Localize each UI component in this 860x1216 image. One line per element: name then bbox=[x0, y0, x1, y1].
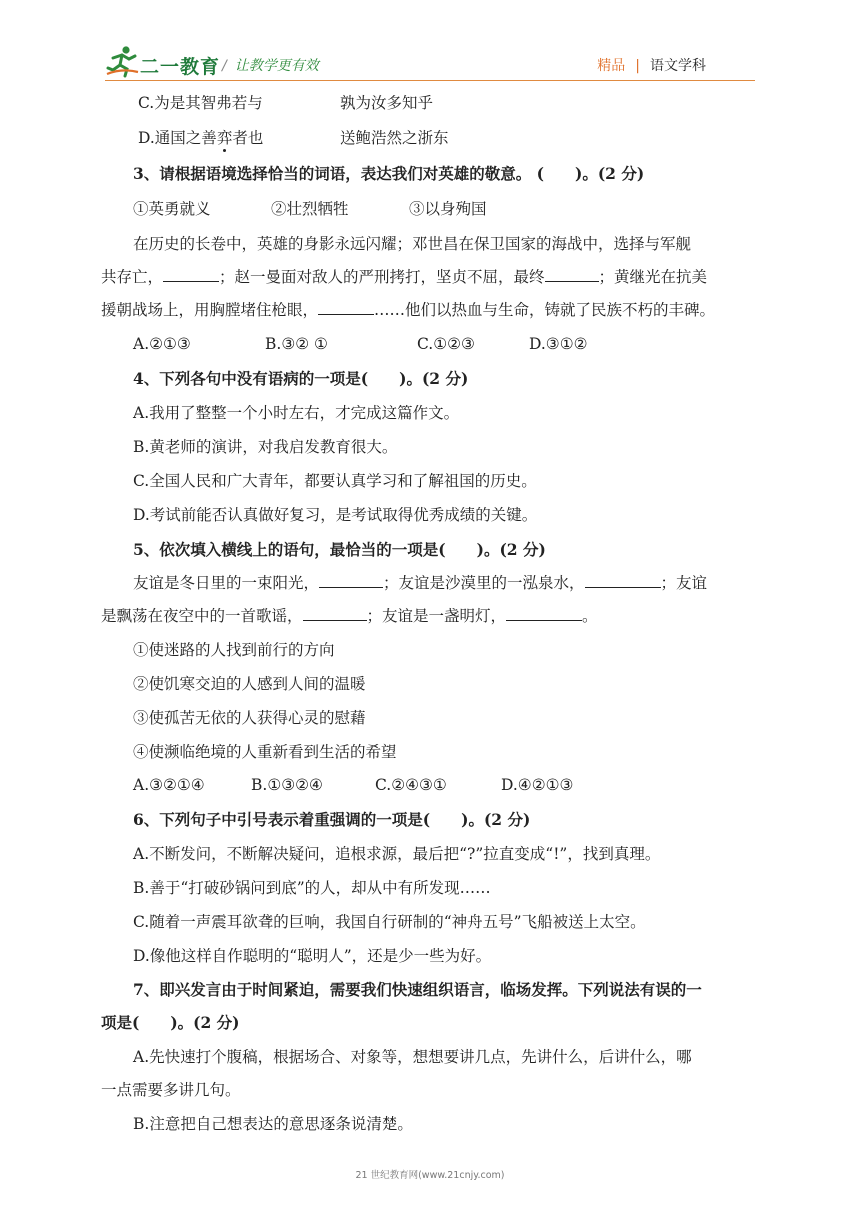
q5-passage-line bbox=[133, 573, 707, 593]
option-b: B.①③②④ bbox=[251, 776, 323, 794]
word-3: ③以身殉国 bbox=[409, 200, 487, 218]
q5-sentence-2: ②使饥寒交迫的人感到人间的温暖 bbox=[133, 675, 366, 693]
text: 共存亡， bbox=[101, 268, 164, 286]
q3-options bbox=[133, 334, 588, 354]
question-5: 5、依次填入横线上的语句，最恰当的一项是( )。(2 分) bbox=[133, 540, 546, 559]
blank-1 bbox=[163, 267, 219, 282]
option-c-right: 孰为汝多知乎 bbox=[340, 94, 434, 112]
text: 。 bbox=[582, 607, 598, 625]
q5-options bbox=[133, 775, 573, 795]
word-2: ②壮烈牺牲 bbox=[271, 200, 349, 218]
option-d-left: D.通国之善 bbox=[138, 129, 217, 147]
logo bbox=[105, 44, 139, 78]
text: 是飘荡在夜空中的一首歌谣， bbox=[101, 607, 303, 625]
q3-passage-line: 在历史的长卷中，英雄的身影永远闪耀；邓世昌在保卫国家的海战中，选择与军舰 bbox=[133, 235, 692, 253]
q6-option-b: B.善于“打破砂锅问到底”的人，却从中有所发现…… bbox=[133, 879, 491, 897]
text: ；友谊 bbox=[660, 574, 708, 592]
q5-sentence-4: ④使濒临绝境的人重新看到生活的希望 bbox=[133, 743, 397, 761]
quality-tag: 精品 bbox=[597, 58, 626, 74]
subject-label: 语文学科 bbox=[650, 58, 706, 74]
option-c-left: C.为是其智弗若与 bbox=[138, 94, 263, 112]
option-d-left-end: 者也 bbox=[232, 129, 264, 147]
option-b: B.③② ① bbox=[265, 335, 328, 353]
q4-option-c: C.全国人民和广大青年，都要认真学习和了解祖国的历史。 bbox=[133, 472, 537, 490]
blank-1 bbox=[319, 573, 383, 588]
option-line bbox=[138, 128, 449, 148]
q3-passage-line bbox=[101, 300, 715, 320]
q5-sentence-1: ①使迷路的人找到前行的方向 bbox=[133, 641, 335, 659]
brand-name: 二一教育 bbox=[140, 56, 221, 78]
option-c: C.①②③ bbox=[417, 335, 475, 353]
option-c: C.②④③① bbox=[375, 776, 447, 794]
text: ；友谊是一盏明灯， bbox=[366, 607, 507, 625]
question-7: 7、即兴发言由于时间紧迫，需要我们快速组织语言，临场发挥。下列说法有误的一 bbox=[133, 980, 702, 999]
q7-option-a-cont: 一点需要多讲几句。 bbox=[101, 1081, 241, 1099]
q3-passage-line bbox=[101, 267, 707, 287]
text: 友谊是冬日里的一束阳光， bbox=[133, 574, 320, 592]
text: ……他们以热血与生命，铸就了民族不朽的丰碑。 bbox=[374, 301, 716, 319]
q7-option-a: A.先快速打个腹稿，根据场合、对象等，想想要讲几点，先讲什么，后讲什么，哪 bbox=[133, 1048, 692, 1066]
word-1: ①英勇就义 bbox=[133, 200, 211, 218]
question-7-cont: 项是( )。(2 分) bbox=[101, 1013, 240, 1032]
question-3: 3、请根据语境选择恰当的词语，表达我们对英雄的敬意。 ( )。(2 分) bbox=[133, 164, 645, 183]
text: 援朝战场上，用胸膛堵住枪眼， bbox=[101, 301, 319, 319]
text: ；黄继光在抗美 bbox=[598, 268, 708, 286]
slogan-text: 让教学更有效 bbox=[234, 58, 319, 74]
q6-option-a: A.不断发问，不断解决疑问，追根求源，最后把“?”拉直变成“!”，找到真理。 bbox=[133, 845, 661, 863]
page-footer: 21 世纪教育网(www.21cnjy.com) bbox=[355, 1170, 505, 1181]
slogan: / 让教学更有效 bbox=[222, 58, 319, 74]
q5-sentence-3: ③使孤苦无依的人获得心灵的慰藉 bbox=[133, 709, 366, 727]
page-header bbox=[0, 0, 860, 90]
q6-option-c: C.随着一声震耳欲聋的巨响，我国自行研制的“神舟五号”飞船被送上太空。 bbox=[133, 913, 646, 931]
blank-3 bbox=[318, 300, 374, 315]
question-4: 4、下列各句中没有语病的一项是( )。(2 分) bbox=[133, 369, 469, 388]
blank-4 bbox=[506, 606, 582, 621]
text: ；友谊是沙漠里的一泓泉水， bbox=[383, 574, 585, 592]
dotted-char: 弈 bbox=[216, 129, 233, 147]
blank-2 bbox=[545, 267, 599, 282]
runner-logo-icon bbox=[105, 44, 139, 78]
q4-option-d: D.考试前能否认真做好复习，是考试取得优秀成绩的关键。 bbox=[133, 506, 538, 524]
q3-word-bank bbox=[133, 199, 487, 219]
blank-3 bbox=[303, 606, 367, 621]
q5-passage-line bbox=[101, 606, 598, 626]
option-d: D.③①② bbox=[529, 335, 588, 353]
header-right: 精品 | 语文学科 bbox=[597, 58, 706, 74]
text: ；赵一曼面对敌人的严刑拷打，坚贞不屈，最终 bbox=[219, 268, 545, 286]
header-rule bbox=[105, 80, 755, 81]
option-a: A.③②①④ bbox=[133, 776, 205, 794]
q4-option-b: B.黄老师的演讲，对我启发教育很大。 bbox=[133, 438, 398, 456]
option-d: D.④②①③ bbox=[501, 776, 574, 794]
question-6: 6、下列句子中引号表示着重强调的一项是( )。(2 分) bbox=[133, 810, 531, 829]
q6-option-d: D.像他这样自作聪明的“聪明人”，还是少一些为好。 bbox=[133, 947, 492, 965]
option-d-right: 送鲍浩然之浙东 bbox=[340, 129, 449, 147]
option-line bbox=[138, 93, 433, 113]
option-a: A.②①③ bbox=[133, 335, 191, 353]
q4-option-a: A.我用了整整一个小时左右，才完成这篇作文。 bbox=[133, 404, 460, 422]
blank-2 bbox=[585, 573, 661, 588]
q7-option-b: B.注意把自己想表达的意思逐条说清楚。 bbox=[133, 1115, 413, 1133]
